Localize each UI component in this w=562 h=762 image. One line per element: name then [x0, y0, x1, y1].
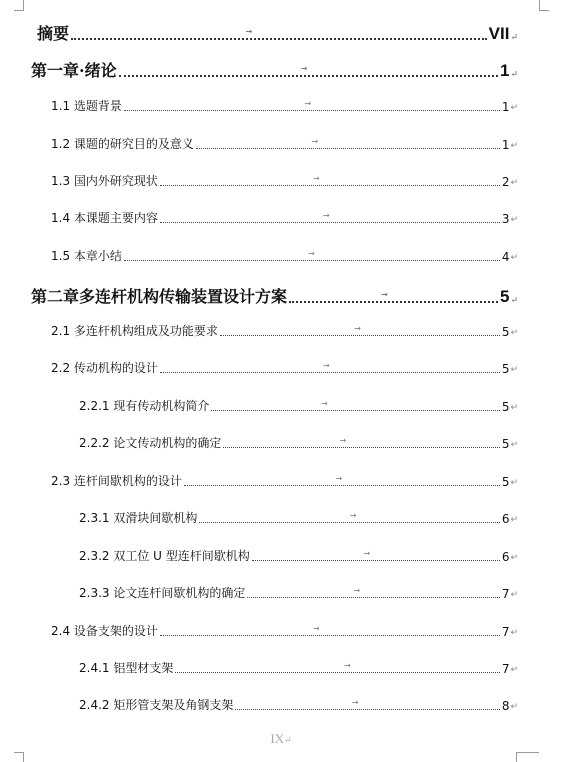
toc-entry-title: 1.4 本课题主要内容 — [51, 211, 158, 225]
paragraph-mark: ↵ — [510, 178, 518, 188]
paragraph-mark: ↵ — [510, 253, 518, 263]
toc-leader — [124, 99, 500, 111]
toc-entry-title: 2.2 传动机构的设计 — [51, 361, 158, 375]
paragraph-mark: ↵ — [510, 141, 518, 151]
toc-entry-1-4[interactable] — [51, 209, 518, 226]
toc-leader — [196, 137, 500, 149]
toc-leader — [184, 474, 500, 486]
toc-entry-page: 7 — [501, 625, 510, 639]
tab-mark: → — [363, 549, 371, 558]
toc-entry-page: 6 — [501, 512, 510, 526]
toc-entry-page: 4 — [501, 250, 510, 264]
tab-mark: → — [353, 586, 361, 595]
paragraph-mark: ↵ — [510, 296, 518, 306]
tab-mark: → — [339, 436, 347, 445]
toc-entry-chapter-2[interactable] — [31, 284, 518, 307]
tab-mark: → — [323, 211, 330, 220]
toc-entry-page: 2 — [501, 175, 510, 189]
tab-mark: → — [308, 249, 315, 258]
toc-entry-2-3-1[interactable] — [79, 509, 518, 526]
paragraph-mark: ↵ — [510, 215, 518, 225]
toc-leader — [235, 698, 499, 710]
toc-entry-title: 2.2.2 论文传动机构的确定 — [79, 436, 222, 450]
paragraph-mark: ↵ — [510, 103, 518, 113]
toc-entry-2-2-1[interactable] — [79, 397, 518, 414]
toc-entry-1-1[interactable] — [51, 97, 518, 114]
toc-entry-2-4[interactable] — [51, 622, 518, 639]
toc-entry-2-2[interactable] — [51, 359, 518, 376]
tab-mark: → — [380, 290, 388, 299]
tab-mark: → — [300, 64, 308, 73]
toc-entry-title: 第一章·绪论 — [31, 61, 117, 80]
paragraph-mark: ↵ — [284, 735, 292, 745]
paragraph-mark: ↵ — [510, 33, 518, 43]
toc-entry-1-2[interactable] — [51, 135, 518, 152]
tab-mark: → — [354, 324, 361, 333]
toc-entry-page: 5 — [501, 362, 510, 376]
tab-mark: → — [312, 624, 320, 633]
toc-entry-title: 2.3.2 双工位 U 型连杆间歇机构 — [79, 549, 250, 563]
paragraph-mark: ↵ — [510, 403, 518, 413]
toc-entry-title: 1.1 选题背景 — [51, 99, 122, 113]
tab-mark: → — [245, 27, 253, 36]
tab-mark: → — [351, 698, 359, 707]
toc-entry-2-4-1[interactable] — [79, 659, 518, 676]
tab-mark: → — [323, 361, 330, 370]
toc-leader — [223, 436, 499, 448]
toc-entry-page: 7 — [501, 662, 510, 676]
toc-leader — [160, 624, 500, 636]
toc-entry-title: 2.3.1 双滑块间歇机构 — [79, 511, 198, 525]
toc-leader — [289, 290, 498, 303]
toc-leader — [71, 27, 487, 40]
paragraph-mark: ↵ — [510, 515, 518, 525]
toc-entry-chapter-1[interactable] — [31, 58, 518, 81]
tab-mark: → — [320, 399, 328, 408]
toc-entry-title: 1.3 国内外研究现状 — [51, 174, 158, 188]
toc-entry-title: 2.2.1 现有传动机构简介 — [79, 399, 210, 413]
footer-page-number: IX — [270, 731, 285, 746]
toc-leader — [247, 586, 499, 598]
toc-entry-page: VII — [488, 24, 510, 43]
toc-entry-title: 2.1 多连杆机构组成及功能要求 — [51, 324, 218, 338]
toc-entry-2-1[interactable] — [51, 322, 518, 339]
toc-entry-page: 5 — [499, 287, 510, 306]
tab-mark: → — [304, 99, 312, 108]
toc-entry-page: 1 — [501, 138, 510, 152]
toc-leader — [160, 361, 500, 373]
toc-leader — [252, 549, 500, 561]
toc-entry-title: 摘要 — [37, 24, 70, 43]
paragraph-mark: ↵ — [510, 628, 518, 638]
tab-mark: → — [335, 474, 343, 483]
toc-entry-title: 1.2 课题的研究目的及意义 — [51, 137, 194, 151]
paragraph-mark: ↵ — [510, 440, 518, 450]
toc-entry-1-5[interactable] — [51, 247, 518, 264]
paragraph-mark: ↵ — [510, 478, 518, 488]
toc-leader — [160, 174, 500, 186]
paragraph-mark: ↵ — [510, 70, 518, 80]
toc-leader — [211, 399, 499, 411]
toc-entry-2-4-2[interactable] — [79, 696, 518, 713]
paragraph-mark: ↵ — [510, 328, 518, 338]
paragraph-mark: ↵ — [510, 553, 518, 563]
toc-entry-title: 2.4.2 矩形管支架及角钢支架 — [79, 698, 234, 712]
tab-mark: → — [312, 174, 320, 183]
toc-entry-page: 7 — [501, 587, 510, 601]
tab-mark: → — [344, 661, 351, 670]
toc-entry-2-3-2[interactable] — [79, 547, 518, 564]
paragraph-mark: ↵ — [510, 702, 518, 712]
paragraph-mark: ↵ — [510, 365, 518, 375]
toc-entry-title: 2.4 设备支架的设计 — [51, 624, 158, 638]
toc-leader — [175, 661, 499, 673]
toc-entry-page: 3 — [501, 212, 510, 226]
toc-entry-page: 5 — [501, 400, 510, 414]
toc-entry-1-3[interactable] — [51, 172, 518, 189]
toc-entry-2-2-2[interactable] — [79, 434, 518, 451]
toc-entry-page: 1 — [499, 61, 510, 80]
tab-mark: → — [349, 511, 357, 520]
margin-corner-top-right — [539, 0, 549, 11]
toc-entry-page: 6 — [501, 550, 510, 564]
toc-leader — [160, 211, 500, 223]
toc-entry-page: 5 — [501, 325, 510, 339]
paragraph-mark: ↵ — [510, 665, 518, 675]
toc-entry-abstract[interactable] — [37, 21, 518, 44]
toc-leader — [199, 511, 499, 523]
toc-entry-title: 2.4.1 铝型材支架 — [79, 661, 174, 675]
toc-leader — [124, 249, 500, 261]
toc-entry-page: 5 — [501, 475, 510, 489]
toc-entry-title: 2.3 连杆间歇机构的设计 — [51, 474, 182, 488]
toc-entry-title: 第二章多连杆机构传输装置设计方案 — [31, 287, 288, 306]
tab-mark: → — [311, 137, 319, 146]
toc-entry-title: 1.5 本章小结 — [51, 249, 122, 263]
toc-entry-2-3-3[interactable] — [79, 584, 518, 601]
toc-entry-title: 2.3.3 论文连杆间歇机构的确定 — [79, 586, 246, 600]
toc-leader — [220, 324, 500, 336]
toc-entry-page: 1 — [501, 100, 510, 114]
margin-corner-top-left — [14, 0, 24, 11]
page-footer — [0, 731, 562, 747]
toc-entry-page: 5 — [501, 437, 510, 451]
toc-entry-page: 8 — [501, 699, 510, 713]
toc-leader — [119, 64, 498, 77]
paragraph-mark: ↵ — [510, 590, 518, 600]
toc-entry-2-3[interactable] — [51, 472, 518, 489]
